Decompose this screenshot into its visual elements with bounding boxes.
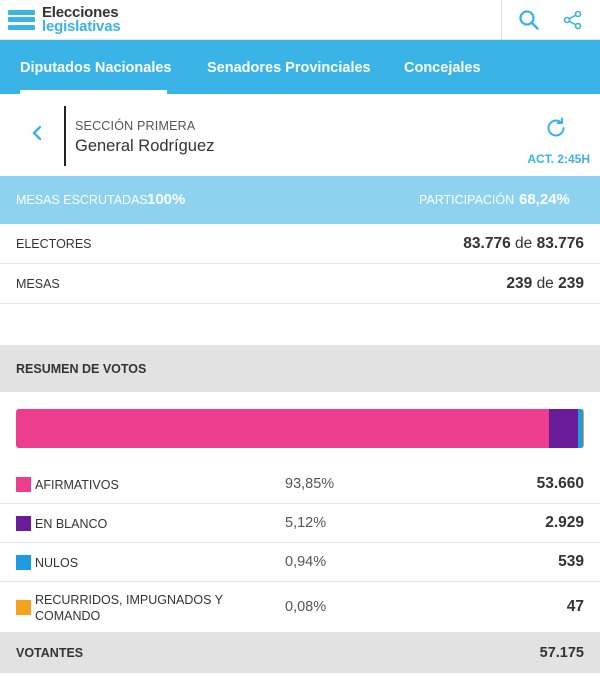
vote-row [0, 465, 600, 504]
legend-swatch [16, 516, 31, 531]
mesas-escrutadas-label: MESAS ESCRUTADAS [16, 193, 148, 207]
logo-subtitle: legislativas [42, 17, 121, 35]
stats-band [0, 176, 600, 224]
bar-segment-1 [549, 409, 578, 448]
votantes-label: VOTANTES [16, 646, 84, 660]
mesas-escrutadas-value: 100% [147, 191, 186, 208]
legend-swatch [16, 600, 31, 615]
electores-value: 83.776 de 83.776 [463, 235, 584, 252]
votantes-row [0, 633, 600, 673]
share-icon[interactable] [559, 6, 587, 34]
bar-segment-0 [16, 409, 549, 448]
vote-count: 2.929 [545, 513, 584, 531]
location-divider [64, 106, 66, 166]
vote-percentage: 0,94% [285, 553, 327, 570]
refresh-icon[interactable] [544, 116, 568, 145]
mesas-value: 239 de 239 [506, 275, 584, 292]
header-divider [501, 0, 502, 40]
vote-category-label: EN BLANCO [35, 516, 108, 531]
vote-category-label: RECURRIDOS, IMPUGNADOS Y COMANDO [35, 592, 223, 623]
logo[interactable] [0, 0, 120, 40]
vote-row [0, 543, 600, 582]
electores-label: ELECTORES [16, 237, 92, 251]
legend-swatch [16, 477, 31, 492]
vote-row [0, 504, 600, 543]
location-name: General Rodríguez [75, 137, 215, 155]
vote-percentage: 5,12% [285, 514, 327, 531]
vote-share-bar [16, 409, 584, 448]
section-name: SECCIÓN PRIMERA [75, 119, 196, 133]
summary-header [0, 345, 600, 392]
flag-icon [8, 10, 35, 30]
tab-diputados-nacionales[interactable]: Diputados Nacionales [20, 60, 172, 76]
participacion-value: 68,24% [519, 191, 570, 208]
vote-percentage: 0,08% [285, 598, 327, 615]
logo-title: Elecciones [42, 3, 119, 21]
vote-count: 53.660 [536, 474, 584, 492]
vote-count: 47 [566, 597, 584, 615]
vote-row [0, 582, 600, 633]
back-chevron-icon[interactable] [28, 124, 46, 142]
search-icon[interactable] [515, 6, 543, 34]
tab-senadores-provinciales[interactable]: Senadores Provinciales [207, 60, 371, 76]
votantes-value: 57.175 [539, 645, 584, 661]
tab-concejales[interactable]: Concejales [404, 60, 481, 76]
spacer [0, 304, 600, 345]
app-header [0, 0, 600, 40]
election-tabs [0, 40, 600, 94]
participacion-label: PARTICIPACIÓN [419, 193, 515, 207]
legend-swatch [16, 555, 31, 570]
mesas-label: MESAS [16, 277, 60, 291]
mesas-row [0, 264, 600, 304]
summary-title: RESUMEN DE VOTOS [16, 362, 147, 376]
electores-row [0, 224, 600, 264]
location-header [0, 94, 600, 176]
vote-category-label: NULOS [35, 555, 79, 570]
vote-count: 539 [558, 552, 584, 570]
vote-category-label: AFIRMATIVOS [35, 477, 119, 492]
last-updated: ACT. 2:45H [527, 152, 590, 166]
vote-percentage: 93,85% [285, 475, 335, 492]
